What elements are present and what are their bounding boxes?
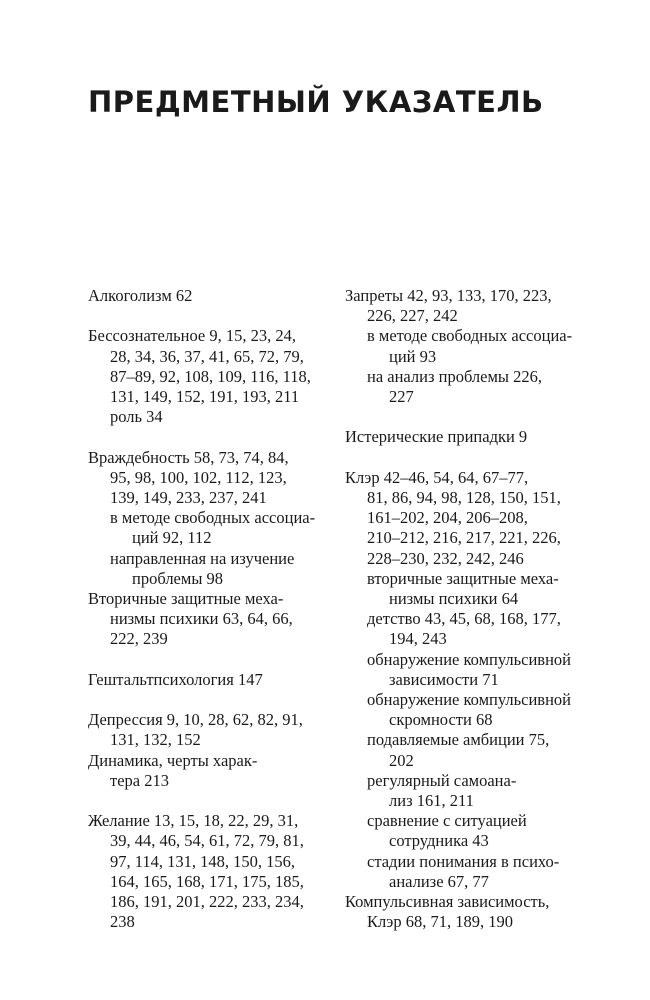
- index-entry: [88, 811, 328, 932]
- index-term: Компульсивная зависимость,: [345, 892, 550, 912]
- index-line: в методе свободных ассоциа-: [367, 326, 573, 346]
- index-entry: [345, 286, 595, 407]
- index-line: 131, 149, 152, 191, 193, 211: [110, 387, 300, 406]
- index-term: Динамика, черты харак-: [88, 750, 258, 770]
- index-line: 202: [389, 750, 414, 770]
- index-line: 194, 243: [389, 629, 447, 649]
- index-entry: [88, 751, 328, 791]
- index-line: 238: [110, 912, 135, 932]
- index-line: анализе 67, 77: [389, 871, 489, 891]
- index-line: обнаружение компульсивной: [367, 649, 572, 669]
- index-line: ций 93: [389, 346, 437, 366]
- index-line: 164, 165, 168, 171, 175, 185,: [110, 871, 304, 891]
- index-line: обнаружение компульсивной: [367, 690, 572, 710]
- index-line: 28, 34, 36, 37, 41, 65, 72, 79,: [110, 346, 304, 366]
- index-line: 161–202, 204, 206–208,: [367, 508, 528, 528]
- index-line: тера 213: [110, 770, 169, 790]
- index-term: Истерические припадки 9: [345, 427, 528, 447]
- index-line: низмы психики 63, 64, 66,: [110, 609, 293, 629]
- index-column-right: [345, 286, 595, 932]
- index-entry: [88, 589, 328, 650]
- index-line: 131, 132, 152: [110, 730, 201, 750]
- index-line: 227: [389, 387, 414, 407]
- index-entry: [345, 468, 595, 892]
- index-line: ций 92, 112: [132, 528, 212, 548]
- index-line: проблемы 98: [132, 568, 224, 588]
- index-line: низмы психики 64: [389, 589, 519, 609]
- page-title: ПРЕДМЕТНЫЙ УКАЗАТЕЛЬ: [88, 85, 544, 119]
- index-entry: [88, 286, 328, 306]
- index-term: Алкоголизм 62: [88, 286, 193, 305]
- index-term: Запреты 42, 93, 133, 170, 223,: [345, 286, 552, 305]
- index-term: Гештальтпсихология 147: [88, 669, 263, 689]
- index-line: 210–212, 216, 217, 221, 226,: [367, 528, 561, 548]
- index-line: 226, 227, 242: [367, 306, 458, 326]
- index-line: 39, 44, 46, 54, 61, 72, 79, 81,: [110, 831, 304, 851]
- index-line: 222, 239: [110, 629, 168, 649]
- index-line: 87–89, 92, 108, 109, 116, 118,: [110, 366, 311, 386]
- index-term: Желание 13, 15, 18, 22, 29, 31,: [88, 811, 299, 831]
- index-line: 228–230, 232, 242, 246: [367, 548, 524, 568]
- index-line: скромности 68: [389, 710, 493, 730]
- index-entry: [345, 892, 595, 932]
- index-line: 95, 98, 100, 102, 112, 123,: [110, 467, 287, 487]
- index-line: в методе свободных ассоциа-: [110, 508, 316, 528]
- index-line: роль 34: [110, 407, 163, 427]
- index-line: регулярный самоана-: [367, 770, 517, 790]
- index-entry: [88, 448, 328, 589]
- index-term: Бессознательное 9, 15, 23, 24,: [88, 326, 296, 346]
- index-entry: [345, 427, 595, 447]
- index-entry: [88, 326, 328, 427]
- index-entry: [88, 710, 328, 750]
- index-line: лиз 161, 211: [389, 791, 474, 811]
- index-term: Клэр 42–46, 54, 64, 67–77,: [345, 467, 529, 487]
- index-term: Вторичные защитные меха-: [88, 589, 284, 609]
- index-line: вторичные защитные меха-: [367, 568, 559, 588]
- index-line: зависимости 71: [389, 669, 499, 689]
- index-line: подавляемые амбиции 75,: [367, 730, 550, 750]
- index-line: 97, 114, 131, 148, 150, 156,: [110, 851, 296, 871]
- index-line: 81, 86, 94, 98, 128, 150, 151,: [367, 488, 561, 507]
- index-line: сотрудника 43: [389, 831, 489, 851]
- index-entry: [88, 670, 328, 690]
- index-term: Депрессия 9, 10, 28, 62, 82, 91,: [88, 710, 303, 730]
- index-line: направленная на изучение: [110, 548, 295, 568]
- index-column-left: [88, 286, 328, 932]
- index-line: Клэр 68, 71, 189, 190: [367, 912, 513, 932]
- index-line: на анализ проблемы 226,: [367, 366, 543, 386]
- index-line: 186, 191, 201, 222, 233, 234,: [110, 892, 304, 912]
- index-line: 139, 149, 233, 237, 241: [110, 488, 267, 507]
- index-line: сравнение с ситуацией: [367, 811, 527, 831]
- index-line: стадии понимания в психо-: [367, 851, 560, 871]
- index-line: детство 43, 45, 68, 168, 177,: [367, 609, 561, 629]
- index-term: Враждебность 58, 73, 74, 84,: [88, 447, 289, 467]
